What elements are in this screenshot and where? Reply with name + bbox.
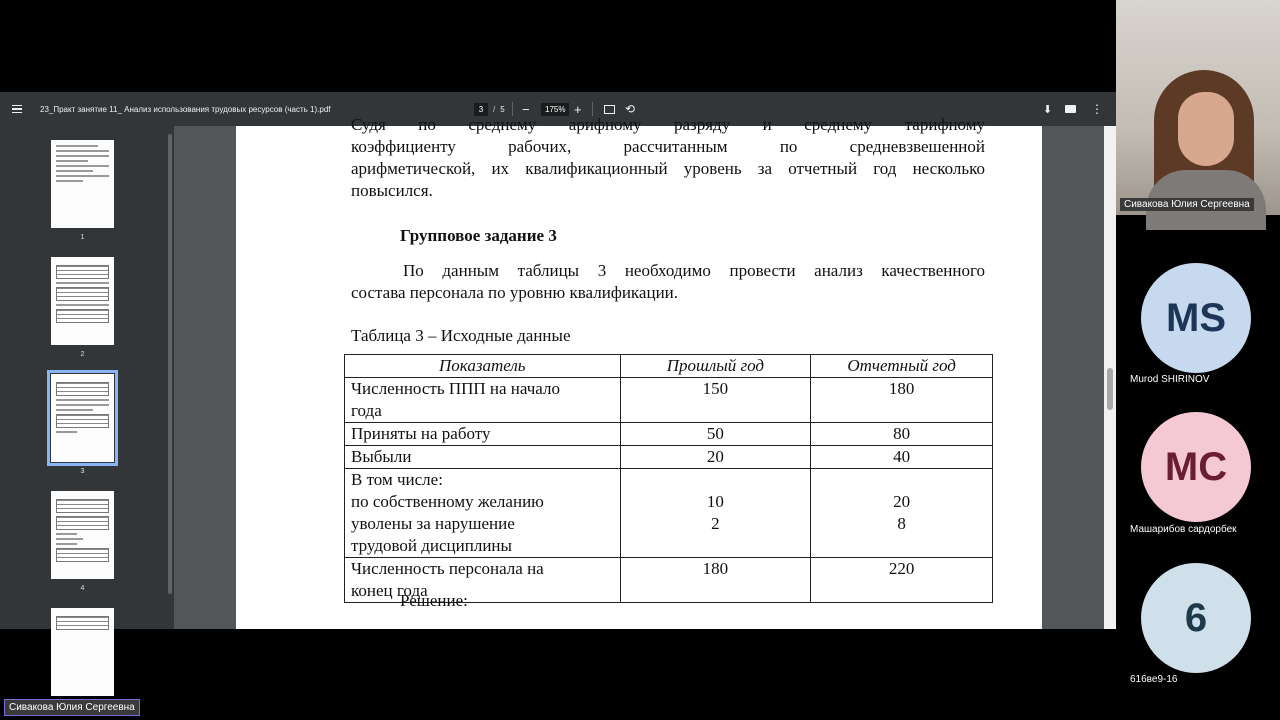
thumbnail-page-2[interactable] (51, 257, 114, 345)
page-scrollbar[interactable] (1104, 126, 1116, 629)
prev-year-value: 150 (620, 378, 811, 423)
participant-avatar[interactable]: 6 (1141, 563, 1251, 673)
participant-avatar[interactable]: MC (1141, 412, 1251, 522)
row-label-line: уволены за нарушение (351, 514, 515, 533)
more-icon[interactable]: ⋮ (1091, 102, 1103, 116)
previous-paragraph (351, 114, 985, 202)
task-description (351, 260, 985, 304)
zoom-input[interactable]: 175% (541, 103, 569, 116)
column-header: Показатель (345, 355, 621, 378)
participant-name: Murod SHIRINOV (1130, 374, 1210, 385)
report-year-value (811, 469, 993, 558)
table-caption: Таблица 3 – Исходные данные (351, 326, 571, 345)
prev-year-value: 50 (620, 423, 811, 446)
thumbnail-page-4[interactable] (51, 491, 114, 579)
column-header: Прошлый год (620, 355, 811, 378)
row-label: Выбыли (345, 446, 621, 469)
row-label (345, 558, 621, 603)
table-row (345, 446, 993, 469)
table-row (345, 423, 993, 446)
column-header: Отчетный год (811, 355, 993, 378)
task-line: По данным таблицы 3 необходимо провести анализ качественного (403, 261, 985, 280)
table-header-row (345, 355, 993, 378)
document-title: 23_Практ занятие 11_ Анализ использования трудовых ресурсов (часть 1).pdf (40, 104, 331, 114)
pdf-page (236, 115, 1042, 629)
participant-name: 616ве9-16 (1130, 674, 1178, 685)
thumbnail-page-5[interactable] (51, 608, 114, 696)
download-icon[interactable]: ⬇ (1043, 103, 1053, 116)
thumbnail-page-3[interactable] (51, 374, 114, 462)
page-separator: / (493, 104, 496, 114)
page-total: 5 (500, 104, 505, 114)
thumbnail-label: 3 (80, 468, 85, 475)
prev-year-value: 20 (620, 446, 811, 469)
participant-video[interactable] (1116, 0, 1280, 215)
participant-name: Сивакова Юлия Сергеевна (1120, 198, 1254, 211)
zoom-out-button[interactable]: − (522, 101, 530, 117)
paragraph-line: коэффициенту рабочих, рассчитанным по средневзвешенной (351, 137, 985, 156)
paragraph-line: арифметической, их квалификационный уровень за отчетный год несколько (351, 159, 985, 178)
task-heading: Групповое задание 3 (400, 226, 557, 245)
row-label-line: В том числе: (351, 470, 443, 489)
report-year-value: 80 (811, 423, 993, 446)
row-label-line: трудовой дисциплины (351, 536, 512, 555)
pdf-viewer (0, 92, 1116, 629)
thumbnail-label: 2 (80, 351, 85, 358)
menu-icon[interactable] (12, 92, 26, 126)
report-year-value: 220 (811, 558, 993, 603)
thumbnail-sidebar (0, 126, 174, 629)
thumbnail-label: 4 (80, 585, 85, 592)
participant-name: Машарибов сардорбек (1130, 524, 1237, 535)
value-line: 10 (706, 492, 724, 511)
row-label-line: Численность персонала на (351, 559, 544, 578)
value-line: 2 (711, 514, 720, 533)
row-label (345, 469, 621, 558)
row-label-line: конец года (351, 581, 428, 600)
value-line: 20 (893, 492, 911, 511)
thumbnail-page-1[interactable] (51, 140, 114, 228)
value-line: 8 (897, 514, 906, 533)
prev-year-value: 180 (620, 558, 811, 603)
prev-year-value (620, 469, 811, 558)
participant-avatar[interactable]: MS (1141, 263, 1251, 373)
paragraph-line: повысился. (351, 181, 433, 200)
sidebar-scrollbar[interactable] (166, 126, 174, 629)
report-year-value: 180 (811, 378, 993, 423)
zoom-in-button[interactable]: + (574, 101, 582, 117)
table-row (345, 378, 993, 423)
row-label-line: года (351, 401, 382, 420)
row-label: Приняты на работу (345, 423, 621, 446)
solution-label: Решение: (400, 591, 468, 610)
source-data-table (344, 354, 993, 603)
table-row (345, 469, 993, 558)
row-label-line: Численность ППП на начало (351, 379, 560, 398)
page-number-input[interactable]: 3 (474, 103, 488, 116)
paragraph-line: Судя по среднему арифному разряду и среднему тарифному (351, 115, 985, 134)
print-icon[interactable] (1065, 92, 1076, 126)
rotate-icon[interactable]: ⟲ (625, 102, 636, 116)
row-label-line: по собственному желанию (351, 492, 544, 511)
task-line: состава персонала по уровню квалификации. (351, 283, 679, 302)
report-year-value: 40 (811, 446, 993, 469)
active-speaker-name: Сивакова Юлия Сергеевна (4, 699, 140, 716)
row-label (345, 378, 621, 423)
thumbnail-label: 1 (80, 234, 85, 241)
